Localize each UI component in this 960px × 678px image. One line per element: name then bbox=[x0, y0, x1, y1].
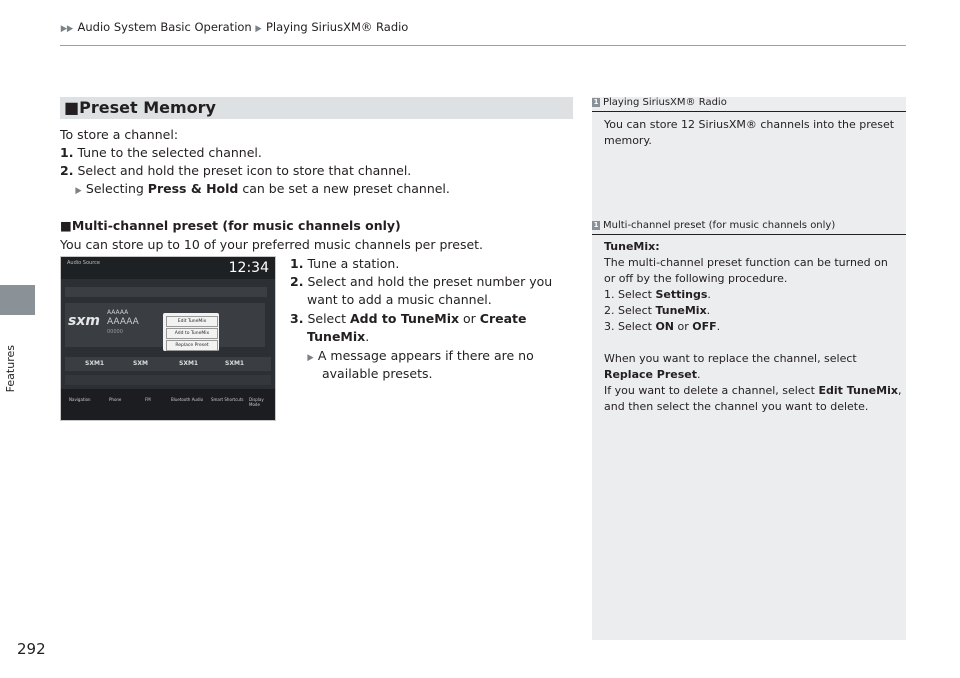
note-text: and then select the channel you want to delete. bbox=[604, 400, 869, 413]
subsection-title: ■Multi-channel preset (for music channels only) bbox=[60, 218, 401, 233]
page-number: 292 bbox=[17, 640, 46, 658]
popup-add-to-tunemix[interactable]: Add to TuneMix bbox=[166, 328, 218, 339]
note-divider bbox=[592, 234, 906, 235]
note-step-2: 2. Select TuneMix. bbox=[604, 304, 711, 317]
preset-button[interactable]: SXM1 bbox=[179, 360, 199, 367]
preset-button[interactable]: SXM1 bbox=[85, 360, 105, 367]
sub-step-2-cont: want to add a music channel. bbox=[307, 292, 492, 307]
clock: 12:34 bbox=[228, 260, 269, 276]
note-text: The multi-channel preset function can be turned on bbox=[604, 256, 888, 269]
preset-button[interactable]: SXM1 bbox=[225, 360, 245, 367]
chapter-label: Features bbox=[4, 345, 17, 393]
note-title: TuneMix: bbox=[604, 240, 660, 253]
sub-step-3-note-cont: available presets. bbox=[322, 366, 433, 381]
step-1: 1. Tune to the selected channel. bbox=[60, 145, 262, 160]
note-heading: 1 Playing SiriusXM® Radio bbox=[593, 97, 727, 108]
note-heading: 1 Multi-channel preset (for music channels only) bbox=[593, 220, 836, 231]
sub-step-3: 3. Select Add to TuneMix or Create bbox=[290, 311, 527, 326]
breadcrumb-arrow-icon: ▶ bbox=[255, 24, 262, 34]
popup-replace-preset[interactable]: Replace Preset bbox=[166, 340, 218, 351]
note-text: When you want to replace the channel, select bbox=[604, 352, 857, 365]
section-title: ■Preset Memory bbox=[64, 98, 216, 117]
preset-popup-menu bbox=[163, 313, 219, 351]
subsection-intro: You can store up to 10 of your preferred music channels per preset. bbox=[60, 237, 484, 252]
popup-edit-tunemix[interactable]: Edit TuneMix bbox=[166, 316, 218, 327]
reference-icon: 1 bbox=[593, 221, 599, 229]
sxm-logo: sxm bbox=[68, 313, 100, 329]
preset-button[interactable]: SXM bbox=[133, 360, 148, 367]
sub-step-3-cont: TuneMix. bbox=[307, 329, 370, 344]
breadcrumb-arrow-icon: ▶▶ bbox=[60, 24, 74, 34]
note-text: You can store 12 SiriusXM® channels into the preset bbox=[604, 118, 895, 131]
breadcrumb bbox=[60, 20, 408, 34]
reference-icon: 1 bbox=[593, 98, 599, 106]
sub-step-2: 2. Select and hold the preset number you bbox=[290, 274, 553, 289]
breadcrumb-item-siriusxm[interactable]: Playing SiriusXM® Radio bbox=[265, 20, 409, 34]
step-2-substep: ▶ Selecting Press & Hold can be set a new preset channel. bbox=[75, 180, 450, 200]
note-step-3: 3. Select ON or OFF. bbox=[604, 320, 721, 333]
arrow-icon: ▶ bbox=[75, 186, 82, 196]
note-text: If you want to delete a channel, select Edit TuneMix, bbox=[604, 384, 902, 397]
breadcrumb-item-audio[interactable]: Audio System Basic Operation bbox=[77, 20, 252, 34]
step-2: 2. Select and hold the preset icon to store that channel. bbox=[60, 163, 412, 178]
note-text: or off by the following procedure. bbox=[604, 272, 788, 285]
square-bullet-icon: ■ bbox=[60, 218, 72, 233]
audio-screen-image: Audio Source 12:34 sxm AAAAA AAAAA 00000 Edit TuneMix Add to TuneMix Replace Preset SXM1 SXM SXM1 SXM1 Navigation Phone FM Bluetooth Audio Smart Shortcuts Display Mode bbox=[60, 256, 276, 421]
note-step-1: 1. Select Settings. bbox=[604, 288, 711, 301]
sub-step-1: 1. Tune a station. bbox=[290, 256, 400, 271]
note-text: Replace Preset. bbox=[604, 368, 701, 381]
intro-text: To store a channel: bbox=[60, 127, 179, 142]
arrow-icon: ▶ bbox=[307, 353, 314, 363]
note-divider bbox=[592, 111, 906, 112]
chapter-tab bbox=[0, 285, 35, 315]
square-bullet-icon: ■ bbox=[64, 98, 80, 117]
header-divider bbox=[60, 45, 906, 46]
audio-source-label: Audio Source bbox=[67, 260, 100, 266]
sub-step-3-note: ▶ A message appears if there are no bbox=[307, 347, 534, 367]
note-text: memory. bbox=[604, 134, 652, 147]
